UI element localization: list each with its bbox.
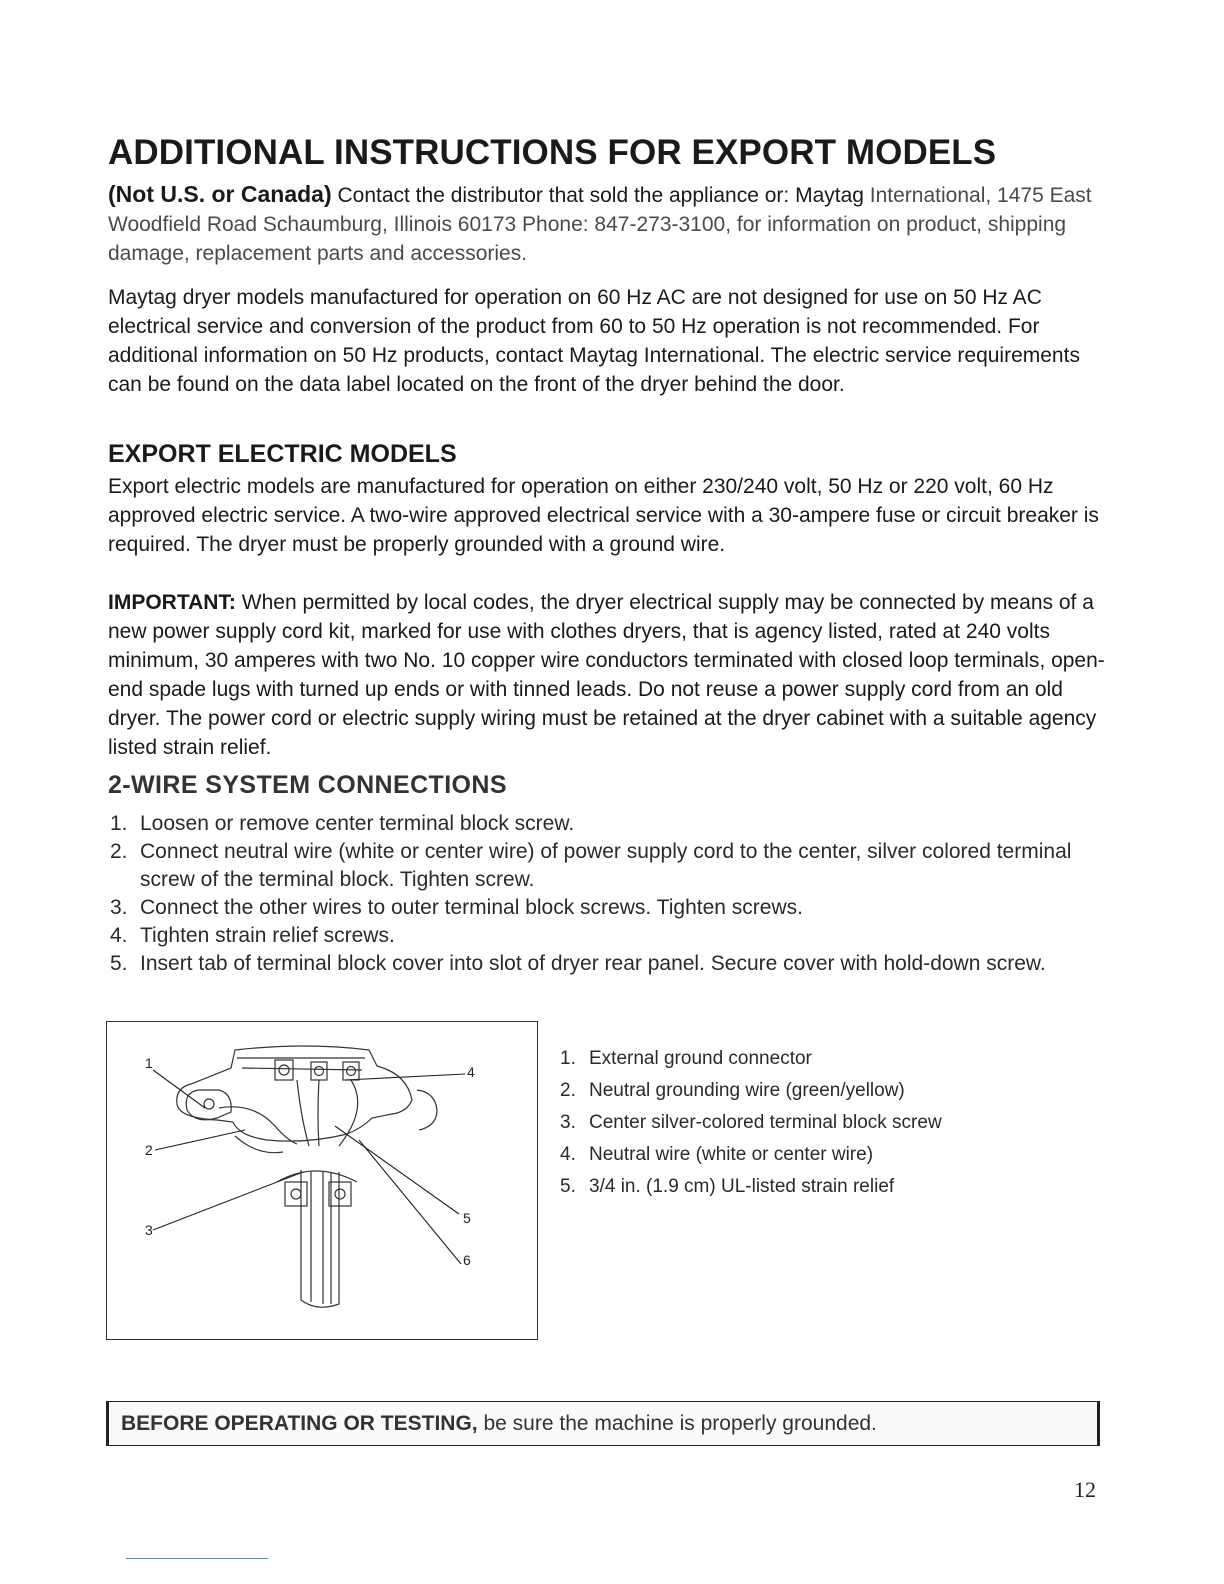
- callout-5: 5: [463, 1210, 471, 1226]
- important-paragraph: [108, 588, 1108, 762]
- intro-text-1: Contact the distributor that sold the appliance or: Maytag: [337, 184, 864, 207]
- list-item: 5. Insert tab of terminal block cover into slot of dryer rear panel. Secure cover with hold-down screw.: [110, 952, 1046, 975]
- intro-lead: (Not U.S. or Canada): [108, 181, 332, 207]
- terminal-block-figure: [106, 1021, 538, 1340]
- grounding-warning-box: [106, 1401, 1100, 1446]
- list-item: 2. Neutral grounding wire (green/yellow): [560, 1080, 905, 1101]
- warning-strong: BEFORE OPERATING OR TESTING,: [121, 1412, 478, 1435]
- list-item: 3. Center silver-colored terminal block screw: [560, 1112, 942, 1133]
- list-item: 4. Tighten strain relief screws.: [110, 924, 395, 947]
- figure-legend: [558, 1043, 1078, 1203]
- electric-models-heading: EXPORT ELECTRIC MODELS: [108, 440, 457, 468]
- wiring-steps: [108, 810, 1108, 978]
- list-item: 1. External ground connector: [560, 1048, 812, 1069]
- important-label: IMPORTANT:: [108, 591, 236, 614]
- list-item: 1. Loosen or remove center terminal block screw.: [110, 812, 575, 835]
- list-item: 4. Neutral wire (white or center wire): [560, 1144, 874, 1165]
- warning-text: be sure the machine is properly grounded.: [483, 1412, 877, 1435]
- list-item: 2. Connect neutral wire (white or center wire) of power supply cord to the center, silver colored terminal screw of the terminal block. Tighten screw.: [110, 840, 1072, 891]
- callout-4: 4: [467, 1064, 475, 1080]
- callout-1: 1: [145, 1055, 153, 1071]
- important-text: When permitted by local codes, the dryer electrical supply may be connected by means of a new power supply cord kit, marked for use with clothes dryers, that is agency listed, rated at 240 volts minimum, 30 amperes with two No. 10 copper wire conductors terminated with closed loop terminals, open-end spade lugs with turned up ends or with tinned leads. Do not reuse a power supply cord from an old dryer. The power cord or electric supply wiring must be retained at the dryer cabinet with a suitable agency listed strain relief.: [108, 591, 1105, 759]
- page-title: ADDITIONAL INSTRUCTIONS FOR EXPORT MODELS: [108, 133, 997, 172]
- callout-3: 3: [145, 1222, 153, 1238]
- intro-paragraph: [108, 180, 1108, 268]
- page-number: 12: [1074, 1477, 1096, 1502]
- footer-rule: [126, 1558, 268, 1559]
- intro-text-2: International, 1475 East Woodfield Road Schaumburg, Illinois 60173 Phone: 847-273-3100, for information on product, shipping damage, replacement parts and accessories.: [108, 184, 1092, 265]
- frequency-paragraph: Maytag dryer models manufactured for operation on 60 Hz AC are not designed for use on 50 Hz AC electrical service and conversion of the product from 60 to 50 Hz operation is not recommended. For additional information on 50 Hz products, contact Maytag International. The electric service requirements can be found on the data label located on the front of the dryer behind the door.: [108, 286, 1080, 396]
- list-item: 5. 3/4 in. (1.9 cm) UL-listed strain relief: [560, 1176, 895, 1197]
- electric-models-body: Export electric models are manufactured for operation on either 230/240 volt, 50 Hz or 220 volt, 60 Hz approved electric service. A two-wire approved electrical service with a 30-ampere fuse or circuit breaker is required. The dryer must be properly grounded with a ground wire.: [108, 475, 1099, 556]
- callout-2: 2: [145, 1142, 153, 1158]
- callout-6: 6: [463, 1252, 471, 1268]
- wiring-heading: 2-WIRE SYSTEM CONNECTIONS: [108, 771, 507, 799]
- list-item: 3. Connect the other wires to outer terminal block screws. Tighten screws.: [110, 896, 803, 919]
